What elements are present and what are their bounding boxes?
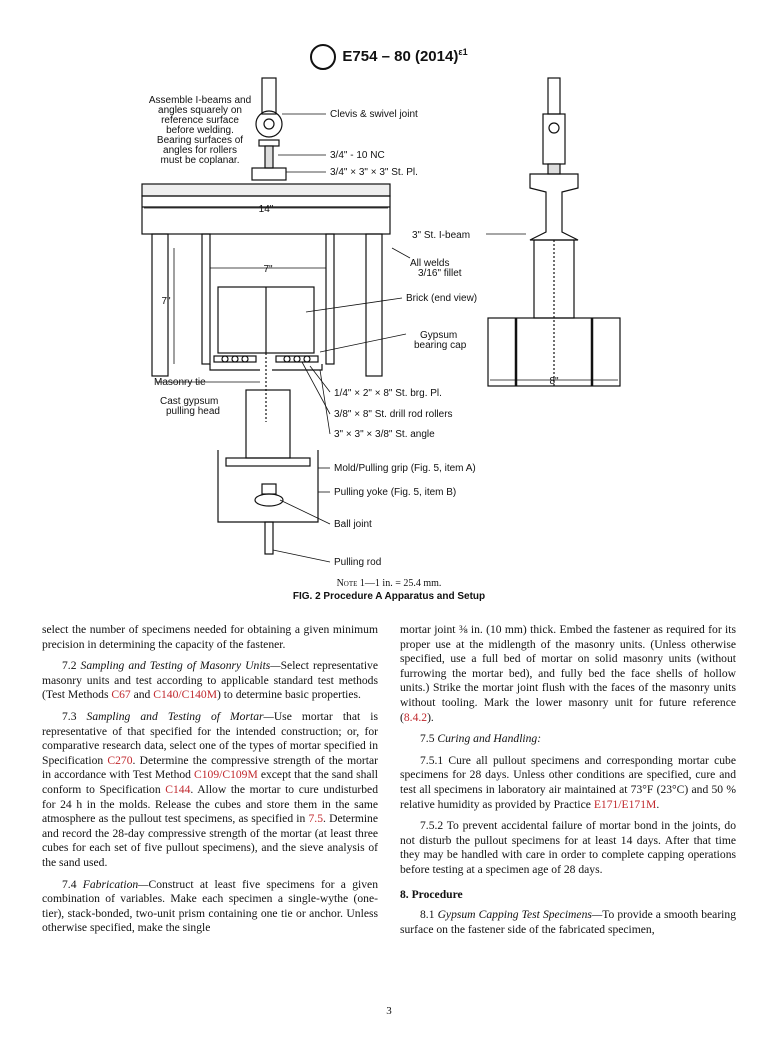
epsilon-superscript: ε1 — [458, 46, 468, 57]
link-c270[interactable]: C270 — [107, 753, 133, 767]
paragraph-7-5-2: 7.5.2 To prevent accidental failure of mortar bond in the joints, do not disturb the pullout specimens for at least 14 days. After that time they may be handled with care in order to complete capping operations before testing at a specimen age of 28 days. — [400, 819, 736, 876]
label-rollers: 3/8" × 8" St. drill rod rollers — [334, 409, 453, 420]
right-column — [400, 623, 736, 944]
figure-2-diagram — [130, 72, 650, 572]
paragraph-continued-right: mortar joint ⅜ in. (10 mm) thick. Embed the fastener as required for its proper use at the midlength of the masonry units. (Unless otherwise specified, use a full bed of mortar on solid masonry units (without furrowing the mortar bed), and fully bed the face shells of hollow units.) Strike the mortar joint flush with the faces of the masonry units without tooling. Mark the lower masonry unit for future reference (8.4.2). — [400, 623, 736, 724]
document-header — [0, 44, 778, 70]
label-gypsum-2: bearing cap — [414, 340, 467, 351]
paragraph-8-1: 8.1 Gypsum Capping Test Specimens—To provide a smooth bearing surface on the fastener side of the fabricated specimen, — [400, 908, 736, 936]
note-line-7: must be coplanar. — [160, 155, 240, 166]
label-angle: 3" × 3" × 3/8" St. angle — [334, 429, 435, 440]
label-cast-1: Cast gypsum — [160, 396, 219, 407]
label-rod: Pulling rod — [334, 557, 382, 568]
note-line-2: angles squarely on — [158, 105, 242, 116]
section-8-heading: 8. Procedure — [400, 887, 463, 901]
label-14in: 14" — [258, 204, 274, 215]
note-line-4: before welding. — [166, 125, 234, 136]
note-line-3: reference surface — [161, 115, 239, 126]
label-brg-plate: 1/4" × 2" × 8" St. brg. Pl. — [334, 388, 442, 399]
note-label: Note 1 — [336, 578, 365, 589]
astm-logo-icon — [310, 44, 336, 70]
link-7-5[interactable]: 7.5 — [308, 812, 323, 826]
link-c144[interactable]: C144 — [165, 782, 191, 796]
note-line-5: Bearing surfaces of — [156, 135, 244, 146]
paragraph-7-5-1: 7.5.1 Cure all pullout specimens and corresponding mortar cube specimens for 28 days. Unless other conditions are specified, cure and test all specimens in laboratory air maintained at 73°F (23°C) and 50 % relative humidity as provided by Practice E171/E171M. — [400, 753, 736, 811]
left-column — [42, 623, 378, 943]
designation: E754 – 80 (2014) — [342, 47, 459, 65]
label-nc: 3/4" - 10 NC — [330, 150, 385, 161]
paragraph-continued: select the number of specimens needed for obtaining a given minimum precision in determining the capacity of the fastener. — [42, 623, 378, 651]
label-gypsum-1: Gypsum — [420, 330, 458, 341]
figure-caption: FIG. 2 Procedure A Apparatus and Setup — [292, 591, 486, 602]
label-mold: Mold/Pulling grip (Fig. 5, item A) — [334, 463, 476, 474]
label-welds-1: All welds — [410, 258, 450, 269]
label-plate: 3/4" × 3" × 3" St. Pl. — [330, 167, 418, 178]
note-text: —1 in. = 25.4 mm. — [364, 578, 442, 589]
page-number: 3 — [386, 1005, 392, 1017]
figure-note — [0, 578, 778, 589]
link-e171[interactable]: E171/E171M — [593, 797, 657, 811]
label-cast-2: pulling head — [166, 406, 220, 417]
label-ball: Ball joint — [334, 519, 372, 530]
label-8in: 8" — [549, 376, 559, 387]
label-welds-2: 3/16" fillet — [418, 268, 462, 279]
paragraph-7-5: 7.5 Curing and Handling: — [420, 732, 542, 746]
label-7in-horizontal: 7" — [263, 264, 273, 275]
right-apparatus — [488, 78, 620, 386]
paragraph-7-4: 7.4 Fabrication—Construct at least five specimens for a given combination of variables. Make each specimen a single-wythe (one-tier), stack-bonded, two-unit prism containing one tie or anchor. Unless otherwise specified, make the single — [42, 877, 378, 935]
note-line-6: angles for rollers — [163, 145, 237, 156]
label-clevis: Clevis & swivel joint — [330, 109, 418, 120]
link-c140[interactable]: C140/C140M — [153, 688, 218, 702]
paragraph-7-3: 7.3 Sampling and Testing of Mortar—Use mortar that is representative of that specified for the intended construction; or, for comparative research data, select one of the types of mortar specified in Specification C270. Determine the compressive strength of the mortar in accordance with Test Method C109/C109M except that the sand shall conform to Specification C144. Allow the mortar to cure undisturbed for 24 h in the molds. Release the cubes and store them in the same atmosphere as the pullout test specimens, as specified in 7.5. Determine and record the 28-day compressive strength of the mortar (at least three cubes for each set of five pullout specimens), and the sieve analysis of the sand used. — [42, 709, 379, 869]
note-line-1: Assemble I-beams and — [148, 95, 252, 106]
label-ibeam: 3" St. I-beam — [412, 230, 471, 241]
label-7in-vertical: 7" — [161, 296, 171, 307]
link-c67[interactable]: C67 — [111, 688, 131, 702]
label-yoke: Pulling yoke (Fig. 5, item B) — [334, 487, 457, 498]
label-brick: Brick (end view) — [406, 293, 478, 304]
link-8-4-2[interactable]: 8.4.2 — [403, 710, 428, 724]
paragraph-7-2: 7.2 Sampling and Testing of Masonry Units—Select representative masonry units and test according to applicable standard test methods (Test Methods C67 and C140/C140M) to determine basic properties. — [42, 659, 378, 702]
label-masonry-tie: Masonry tie — [154, 377, 206, 388]
link-c109[interactable]: C109/C109M — [194, 768, 258, 782]
